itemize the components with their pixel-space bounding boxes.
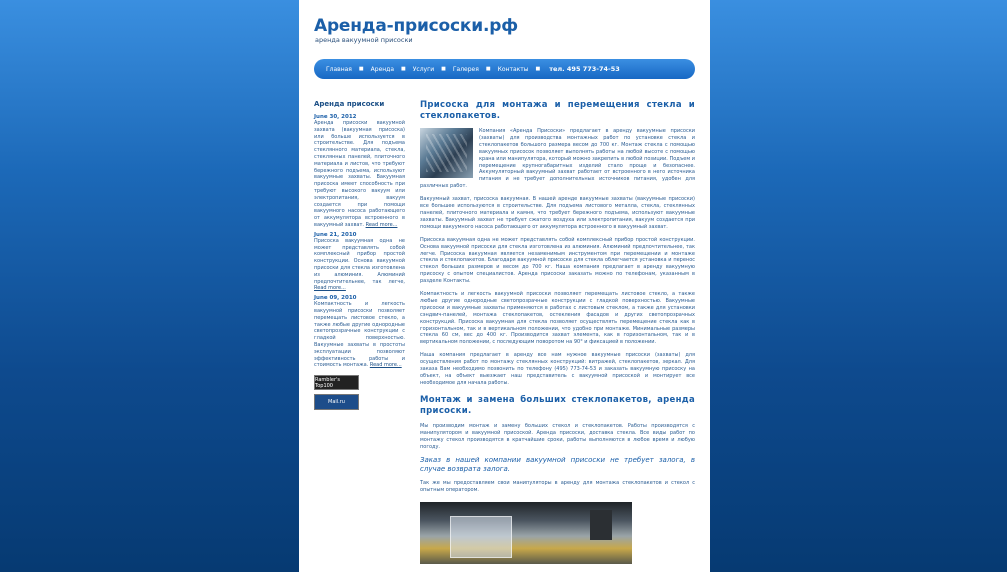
news-date: June 30, 2012 xyxy=(314,114,357,120)
news-item xyxy=(314,232,405,292)
news-body: Аренда присоски вакуумной захвата (вакуумная присоска) или больше используется в строительстве. Для подъема стеклянного материала, стекла, стеклянных панелей, плиточного материала и листов, что требуют бережного подъема, используют вакуумные захваты. Вакуумная присоска имеет способность при требуют высокого вакуум или электропитания, вакуум создается при помощи вакуумного насоса работающего от аккумулятора встроенного в вакуумный захват. xyxy=(314,120,405,228)
read-more-link[interactable]: Read more... xyxy=(365,221,398,228)
content-paragraph: Так же мы предоставляем свои манипуляторы в аренду для монтажа стеклопакетов и стекол с опытным оператором. xyxy=(420,480,695,494)
news-body: Присоска вакуумная одна не может представлять собой комплексный прибор простой конструкции. Основа вакуумной присоски для стекла изготовлена из алюминия. Алюминий предпочтительнее, так легче, xyxy=(314,237,405,285)
nav-home[interactable]: Главная xyxy=(326,65,352,73)
nav-phone: тел. 495 773-74-53 xyxy=(549,65,620,73)
manipulator-photo xyxy=(420,502,632,564)
content-paragraph: Компактность и легкость вакуумной присоски позволяет перемещать листовое стекло, а также любые другие однородные светопрозрачные конструкции с гладкой поверхностью. Вакуумные присоски и вакуумные захваты применяются в работах с листовым стеклом, а также для установки сэндвич-панелей, монтажа стеклопакетов, остекления фасадов и других светопрозрачных конструкций. Присоска вакуумная для стекла позволяет осуществлять перемещение стекла как в горизонтальном, так и в вертикальном положении, что удобно при монтаже. Минимальные размеры стекла 60 см, вес до 400 кг. Производится захват элемента, как в горизонтальном, так и в вертикальном положении, с последующим поворотом на 90° и фиксацией в положении. xyxy=(420,291,695,346)
nav-separator: ■ xyxy=(535,66,541,72)
mailru-counter-badge[interactable]: Mail.ru xyxy=(314,394,359,410)
news-text xyxy=(314,301,405,369)
content-paragraph: Мы производим монтаж и замену больших стекол и стеклопакетов. Работы производятся с манипулятором и вакуумной присоской. Аренда присоски, доставка стекла. Все виды работ по монтажу стекол производятся в кратчайшие сроки, работы выполняются в любое время и любую погоду. xyxy=(420,422,695,450)
main-nav xyxy=(314,59,695,79)
news-date: June 21, 2010 xyxy=(314,231,357,238)
content-paragraph: Наша компания предлагает в аренду все нам нужное вакуумные присоски (захваты) для осуществления работ по монтажу стеклянных конструкций: витражей, стеклопакетов, зеркал. Для заказа Вам необходимо позвонить по телефону (495) 773-74-53 и заказать вакуумную присоску на объект, на объект выезжает наш представитель с вакуумной присоской и монтирует все необходимое для начала работы. xyxy=(420,352,695,386)
main-content xyxy=(420,100,695,564)
content-subheading: Заказ в нашей компании вакуумной присоски не требует залога, в случае возврата залога. xyxy=(420,456,695,474)
news-item xyxy=(314,295,405,369)
read-more-link[interactable]: Read more... xyxy=(369,362,402,369)
content-heading: Монтаж и замена больших стеклопакетов, аренда присоски. xyxy=(420,394,695,416)
page-container xyxy=(299,0,710,572)
read-more-link[interactable]: Read more... xyxy=(314,285,346,292)
content-paragraph: Присоска вакуумная одна не может представлять собой комплексный прибор простой конструкции. Основа вакуумной присоски для стекла изготовлена из алюминия. Алюминий предпочтительнее, так легче. Присоска вакуумная является незаменимым инструментом при перемещении и монтаже стекла и стеклопакетов. Благодаря вакуумной присоске для стекла облегчается установка и перенос стекол больших размеров и весом до 700 кг. Наша компания предлагает в аренду вакуумную присоску с опытом специалистов. Аренда присоски заказать можно по телефонам, указанным в разделе Контакты. xyxy=(420,236,695,285)
site-title[interactable]: Аренда-присоски.рф xyxy=(314,16,518,36)
top100-counter-badge[interactable]: Rambler's Top100 xyxy=(314,375,359,390)
nav-separator: ■ xyxy=(441,66,446,72)
content-heading: Присоска для монтажа и перемещения стекла и стеклопакетов. xyxy=(420,100,695,121)
sidebar xyxy=(314,100,405,410)
nav-services[interactable]: Услуги xyxy=(412,65,435,73)
news-text xyxy=(314,120,405,229)
glass-building-photo xyxy=(420,128,473,178)
site-subtitle: аренда вакуумной присоски xyxy=(315,36,413,44)
content-paragraph xyxy=(420,128,695,190)
news-body: Компактность и легкость вакуумной присоски позволяет перемещать листовое стекло, а также любые другие однородные светопрозрачные конструкции с гладкой поверхностью. Вакуумные захваты в простоты эксплуатации позволяют эффективность работы и стоимость монтажа. xyxy=(314,301,405,369)
news-date: June 09, 2010 xyxy=(314,295,357,302)
content-paragraph: Вакуумный захват, присоска вакуумная. В нашей аренде вакуумные захваты (вакуумные присоски) все большее используются в строительстве. Для подъема листового металла, стекла, стеклянных панелей, плиточного материала и камня, что требует бережного подъема, используют вакуумные захваты. Вакуумный захват не требует сжатого воздуха или электропитания, вакуум создается при помощи вакуумного насоса работающего от аккумулятора встроенного в вакуумный захват. xyxy=(420,196,695,230)
news-text xyxy=(314,238,405,292)
news-item xyxy=(314,114,405,229)
sidebar-heading[interactable]: Аренда присоски xyxy=(314,100,385,108)
nav-separator: ■ xyxy=(485,66,491,72)
nav-contacts[interactable]: Контакты xyxy=(497,65,529,73)
paragraph-text: Компания «Аренда Присоски» предлагает в аренду вакуумные присоски (захваты) для производства монтажных работ по установке стекла и стеклопакетов большого размера весом до 700 кг. Монтаж стекла с помощью вакуумных присосок позволяет выполнять работы на любой высоте с помощью крана или манипулятора, который можно закрепить в любой позиции. Подъем и перемещение крупногабаритных изделий стало проще и безопаснее. Аккумуляторный вакуумный захват работает от встроенного в него источника питания и не требует дополнительных источников питания, удобен для различных работ. xyxy=(420,128,695,190)
nav-separator: ■ xyxy=(401,66,406,72)
nav-gallery[interactable]: Галерея xyxy=(452,65,479,73)
nav-separator: ■ xyxy=(358,66,364,72)
nav-rent[interactable]: Аренда xyxy=(370,65,395,73)
